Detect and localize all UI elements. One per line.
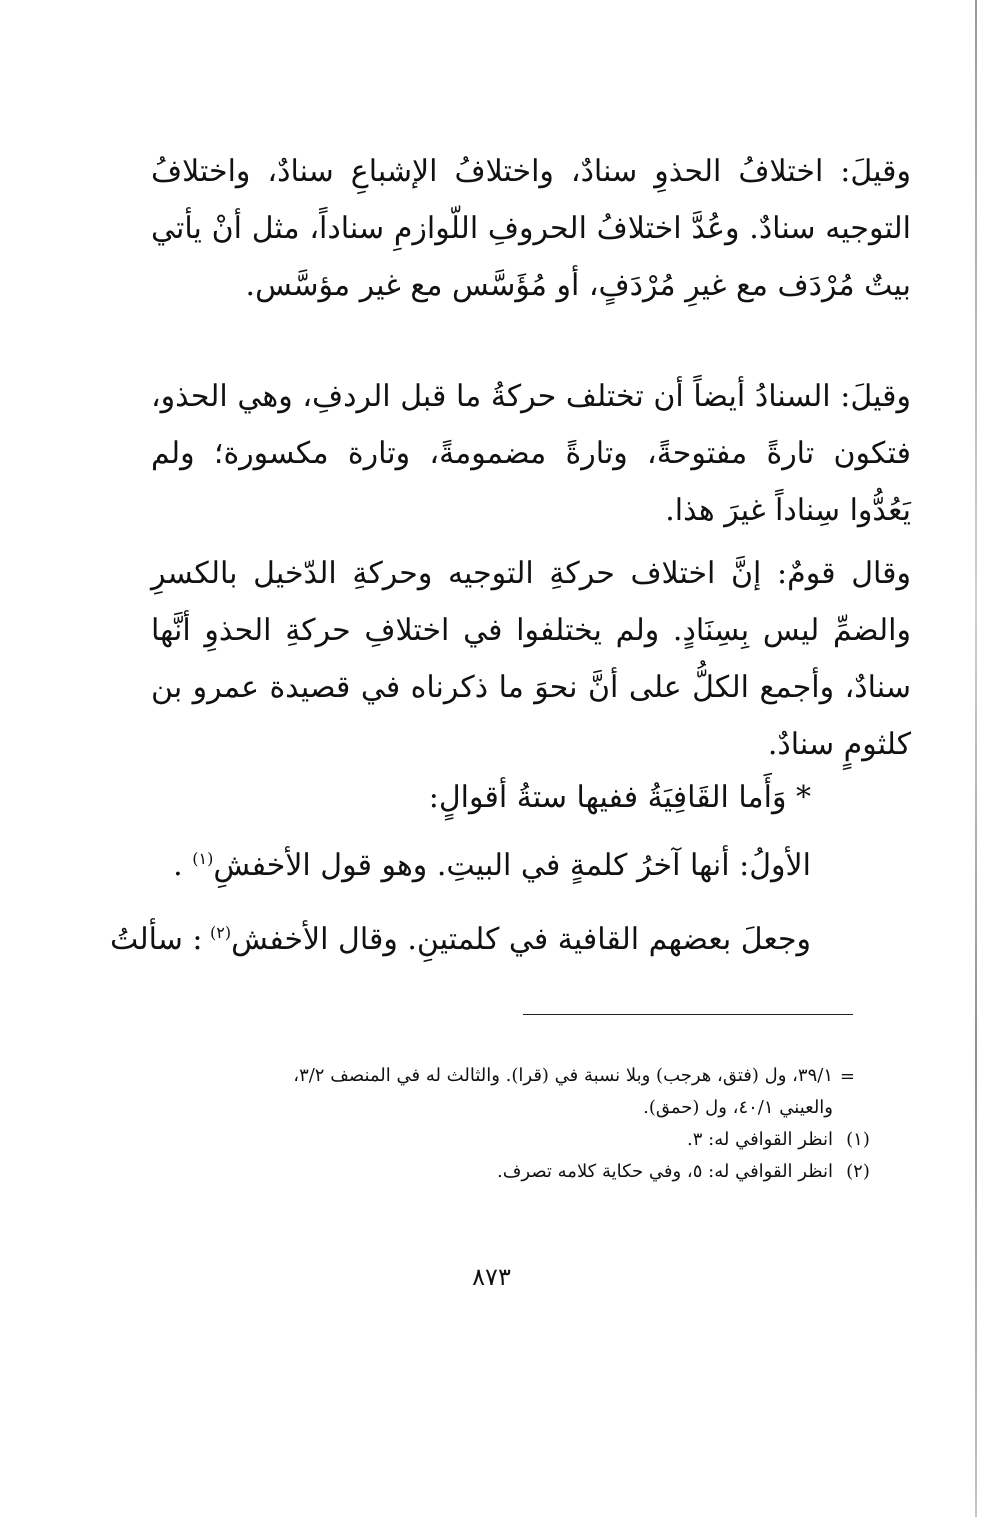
paragraph-3 (151, 545, 911, 773)
first-opinion-line (173, 848, 811, 883)
footnote-1-text: انظر القوافي له: ٣. (687, 1129, 833, 1150)
paragraph-2-text: وقيلَ: السنادُ أيضاً أن تختلف حركةُ ما قبل الردفِ، وهي الحذو، فتكون تارةً مفتوحةً، وتارةً مضمومةً، وتارة مكسورة؛ ولم يَعُدُّوا سِناداً غيرَ هذا. (151, 379, 911, 528)
first-opinion-end: . (173, 848, 183, 883)
footnote-separator (523, 1014, 853, 1015)
first-opinion-text: الأولُ: أنها آخرُ كلمةٍ في البيتِ. وهو قول الأخفشِ (213, 848, 811, 883)
page-number: ٨٧٣ (472, 1263, 511, 1291)
paragraph-3-text: وقال قومٌ: إنَّ اختلاف حركةِ التوجيه وحركةِ الدّخيل بالكسرِ والضمِّ ليس بِسِنَادٍ. ولم يختلفوا في اختلافِ حركةِ الحذوِ أنَّها سنادٌ، وأجمع الكلُّ على أنَّ نحوَ ما ذكرناه في قصيدة عمرو بن كلثومٍ سنادٌ. (151, 556, 911, 762)
rhyme-heading-line (429, 780, 811, 815)
second-opinion-line (110, 922, 811, 957)
footnote-2 (153, 1156, 873, 1188)
footnote-continuation-2 (153, 1092, 873, 1124)
footnotes (153, 1060, 873, 1188)
paragraph-1-text: وقيلَ: اختلافُ الحذوِ سنادٌ، واختلافُ الإشباعِ سنادٌ، واختلافُ التوجيه سنادٌ. وعُدَّ اختلافُ الحروفِ اللّوازمِ سناداً، مثل أنْ يأتي بيتٌ مُرْدَف مع غيرِ مُرْدَفٍ، أو مُؤَسَّس مع غير مؤسَّس. (151, 154, 911, 303)
paragraph-2 (151, 368, 911, 539)
footnote-continuation-2-text: والعيني ٤٠/١، ول (حمق). (643, 1097, 833, 1118)
footnote-ref-2: (٢) (210, 923, 232, 942)
footnote-continuation-marker: = (839, 1066, 855, 1087)
paragraph-1 (151, 143, 911, 314)
footnote-continuation-1-text: ٣٩/١، ول (فتق، هرجب) وبلا نسبة في (قرا). والثالث له في المنصف ٣/٢، (293, 1065, 833, 1086)
footnote-continuation-1 (153, 1060, 873, 1092)
second-opinion-text: وجعلَ بعضهم القافية في كلمتينِ. وقال الأخفش (231, 922, 811, 957)
footnote-2-marker: (٢) (846, 1161, 870, 1182)
footnote-2-text: انظر القوافي له: ٥، وفي حكاية كلامه تصرف. (497, 1161, 833, 1182)
rhyme-heading-text: * وَأَما القَافِيَةُ ففيها ستةُ أقوالٍ: (428, 780, 811, 815)
footnote-ref-1: (١) (192, 849, 214, 868)
second-opinion-end: : سألتُ (110, 922, 203, 957)
footnote-1 (153, 1124, 873, 1156)
footnote-1-marker: (١) (846, 1129, 870, 1150)
